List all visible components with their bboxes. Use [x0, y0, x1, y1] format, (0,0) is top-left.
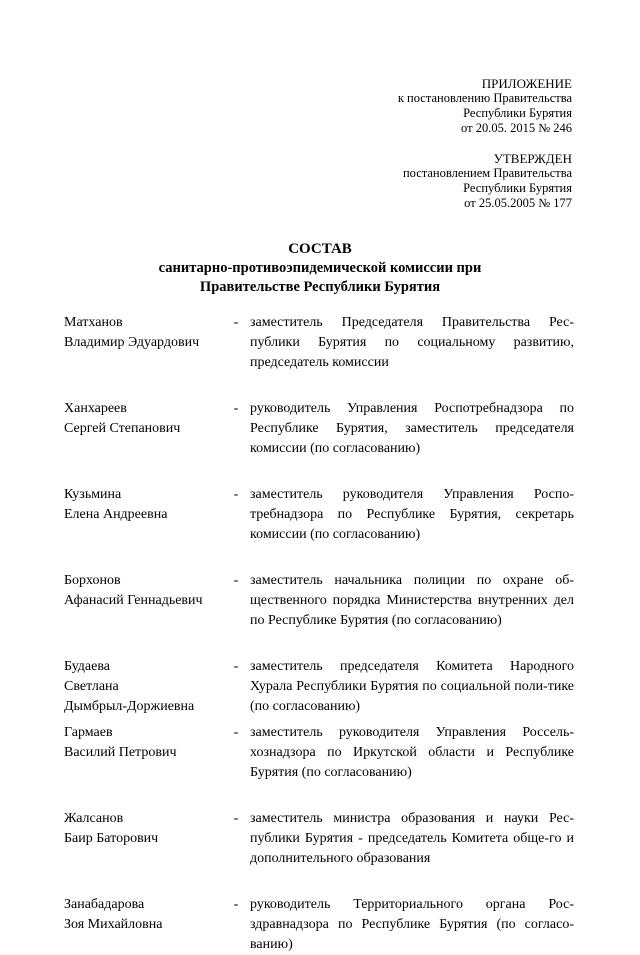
- member-entry: [64, 895, 574, 955]
- member-name-line: Жалсанов: [64, 811, 124, 826]
- member-entry: [64, 809, 574, 869]
- member-name-line: Владимир Эдуардович: [64, 335, 200, 350]
- member-role: заместитель Председателя Правительства Рес-публики Бурятия по социальному развитию, председатель комиссии: [250, 315, 574, 370]
- appendix-line-1: к постановлению Правительства: [397, 91, 572, 105]
- member-role: заместитель начальника полиции по охране об-щественного порядка Министерства внутренних дел по Республике Бурятия (по согласованию): [250, 573, 574, 628]
- approved-label: УТВЕРЖДЕН: [493, 151, 572, 166]
- members-list: [64, 313, 574, 955]
- member-name-line: Зоя Михайловна: [64, 917, 163, 932]
- member-name-line: Будаева: [64, 659, 110, 674]
- title-subtitle-2: Правительстве Республики Бурятия: [199, 279, 441, 295]
- member-role: заместитель министра образования и науки Рес-публики Бурятия - председатель Комитета обще-го и дополнительного образования: [250, 811, 574, 866]
- member-dash: -: [233, 573, 239, 588]
- appendix-line-3: от 20.05. 2015 № 246: [461, 121, 572, 135]
- member-name-line: Афанасий Геннадьевич: [64, 593, 203, 608]
- member-role: заместитель председателя Комитета Народного Хурала Республики Бурятия по социальной поли-тике (по согласованию): [250, 659, 574, 714]
- appendix-block: [398, 76, 572, 136]
- title-subtitle-1: санитарно-противоэпидемической комиссии при: [158, 260, 482, 276]
- member-dash: -: [233, 725, 239, 740]
- member-role: руководитель Управления Роспотребнадзора по Республике Бурятия, заместитель председателя комиссии (по согласованию): [250, 401, 574, 456]
- title-main: СОСТАВ: [288, 241, 352, 257]
- approved-line-3: от 25.05.2005 № 177: [464, 196, 572, 210]
- appendix-label: ПРИЛОЖЕНИЕ: [481, 76, 572, 91]
- member-name: [64, 895, 229, 935]
- member-name-line: Матханов: [64, 315, 123, 330]
- member-name-line: Баир Баторович: [64, 831, 159, 846]
- member-dash: -: [233, 315, 239, 330]
- member-name-line: Занабадарова: [64, 897, 145, 912]
- member-name-line: Сергей Степанович: [64, 421, 181, 436]
- member-entry: [64, 723, 574, 783]
- member-name: [64, 313, 229, 353]
- member-dash: -: [233, 897, 239, 912]
- member-name: [64, 723, 229, 763]
- appendix-line-2: Республики Бурятия: [463, 106, 572, 120]
- member-name-line: Елена Андреевна: [64, 507, 168, 522]
- member-entry: [64, 571, 574, 631]
- member-dash: -: [233, 811, 239, 826]
- member-dash: -: [233, 487, 239, 502]
- member-name-line: Кузьмина: [64, 487, 122, 502]
- member-name: [64, 485, 229, 525]
- member-role: заместитель руководителя Управления Россель-хознадзора по Иркутской области и Республике Бурятия (по согласованию): [250, 725, 574, 780]
- document-title: [0, 240, 640, 297]
- member-role: руководитель Территориального органа Рос-здравнадзора по Республике Бурятия (по согласо-ванию): [250, 897, 574, 952]
- member-entry: [64, 485, 574, 545]
- member-role: заместитель руководителя Управления Роспо-требнадзора по Республике Бурятия, секретарь комиссии (по согласованию): [250, 487, 574, 542]
- member-name-line: Светлана: [64, 679, 119, 694]
- member-name: [64, 809, 229, 849]
- member-entry: [64, 399, 574, 459]
- member-name-line: Ханхареев: [64, 401, 127, 416]
- approved-line-2: Республики Бурятия: [463, 181, 572, 195]
- member-name: [64, 571, 229, 611]
- member-name-line: Борхонов: [64, 573, 121, 588]
- member-name-line: Василий Петрович: [64, 745, 177, 760]
- member-dash: -: [233, 659, 239, 674]
- approved-line-1: постановлением Правительства: [402, 166, 572, 180]
- member-dash: -: [233, 401, 239, 416]
- member-entry: [64, 313, 574, 373]
- member-entry: [64, 657, 574, 717]
- member-name-line: Дымбрыл-Доржиевна: [64, 699, 195, 714]
- approved-block: [403, 151, 572, 211]
- member-name: [64, 657, 229, 717]
- member-name-line: Гармаев: [64, 725, 113, 740]
- member-name: [64, 399, 229, 439]
